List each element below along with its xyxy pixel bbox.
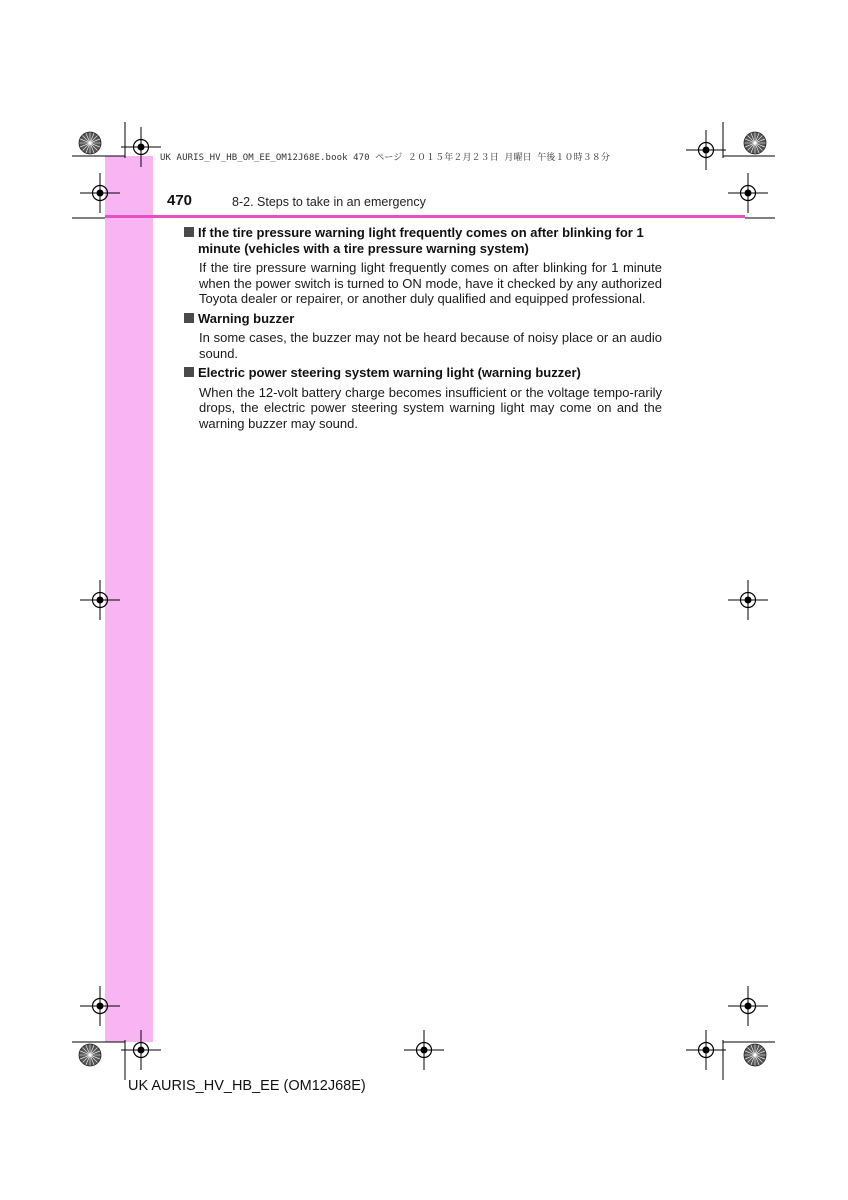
- document-code: UK AURIS_HV_HB_EE (OM12J68E): [128, 1078, 366, 1094]
- registration-mark-icon: [121, 1030, 161, 1070]
- registration-mark-icon: [728, 580, 768, 620]
- section-heading-text: If the tire pressure warning light frequently comes on after blinking for 1 minute (vehicles with a tire pressure warning system): [198, 225, 644, 256]
- registration-mark-icon: [728, 986, 768, 1026]
- trim-marks: [72, 122, 775, 1080]
- section-body: If the tire pressure warning light frequently comes on after blinking for 1 minute when the power switch is turned to ON mode, have it checked by any authorized Toyota dealer or repairer, or another duly qualified and equipped professional.: [199, 260, 662, 306]
- color-bar-icon: [744, 1044, 766, 1066]
- section-heading-text: Warning buzzer: [198, 310, 295, 326]
- registration-mark-icon: [728, 173, 768, 213]
- registration-mark-icon: [686, 130, 726, 170]
- registration-mark-icon: [80, 986, 120, 1026]
- registration-mark-icon: [404, 1030, 444, 1070]
- registration-mark-icon: [80, 580, 120, 620]
- section-body: In some cases, the buzzer may not be heard because of noisy place or an audio sound.: [199, 330, 662, 361]
- section-title: 8-2. Steps to take in an emergency: [232, 195, 426, 209]
- color-bar-icon: [79, 1044, 101, 1066]
- color-bar-icon: [744, 132, 766, 154]
- section-body: When the 12-volt battery charge becomes insufficient or the voltage tempo-rarily drops, the electric power steering system warning light may come on and the warning buzzer may sound.: [199, 384, 662, 431]
- section-heading-text: Electric power steering system warning light (warning buzzer): [198, 365, 581, 380]
- registration-mark-icon: [686, 1030, 726, 1070]
- color-bar-icon: [79, 132, 101, 154]
- print-info: UK AURIS_HV_HB_OM_EE_OM12J68E.book 470 ページ ２０１５年２月２３日 月曜日 午後１０時３８分: [160, 153, 610, 163]
- registration-mark-icon: [121, 127, 161, 167]
- registration-mark-icon: [80, 173, 120, 213]
- page-number: 470: [167, 192, 193, 209]
